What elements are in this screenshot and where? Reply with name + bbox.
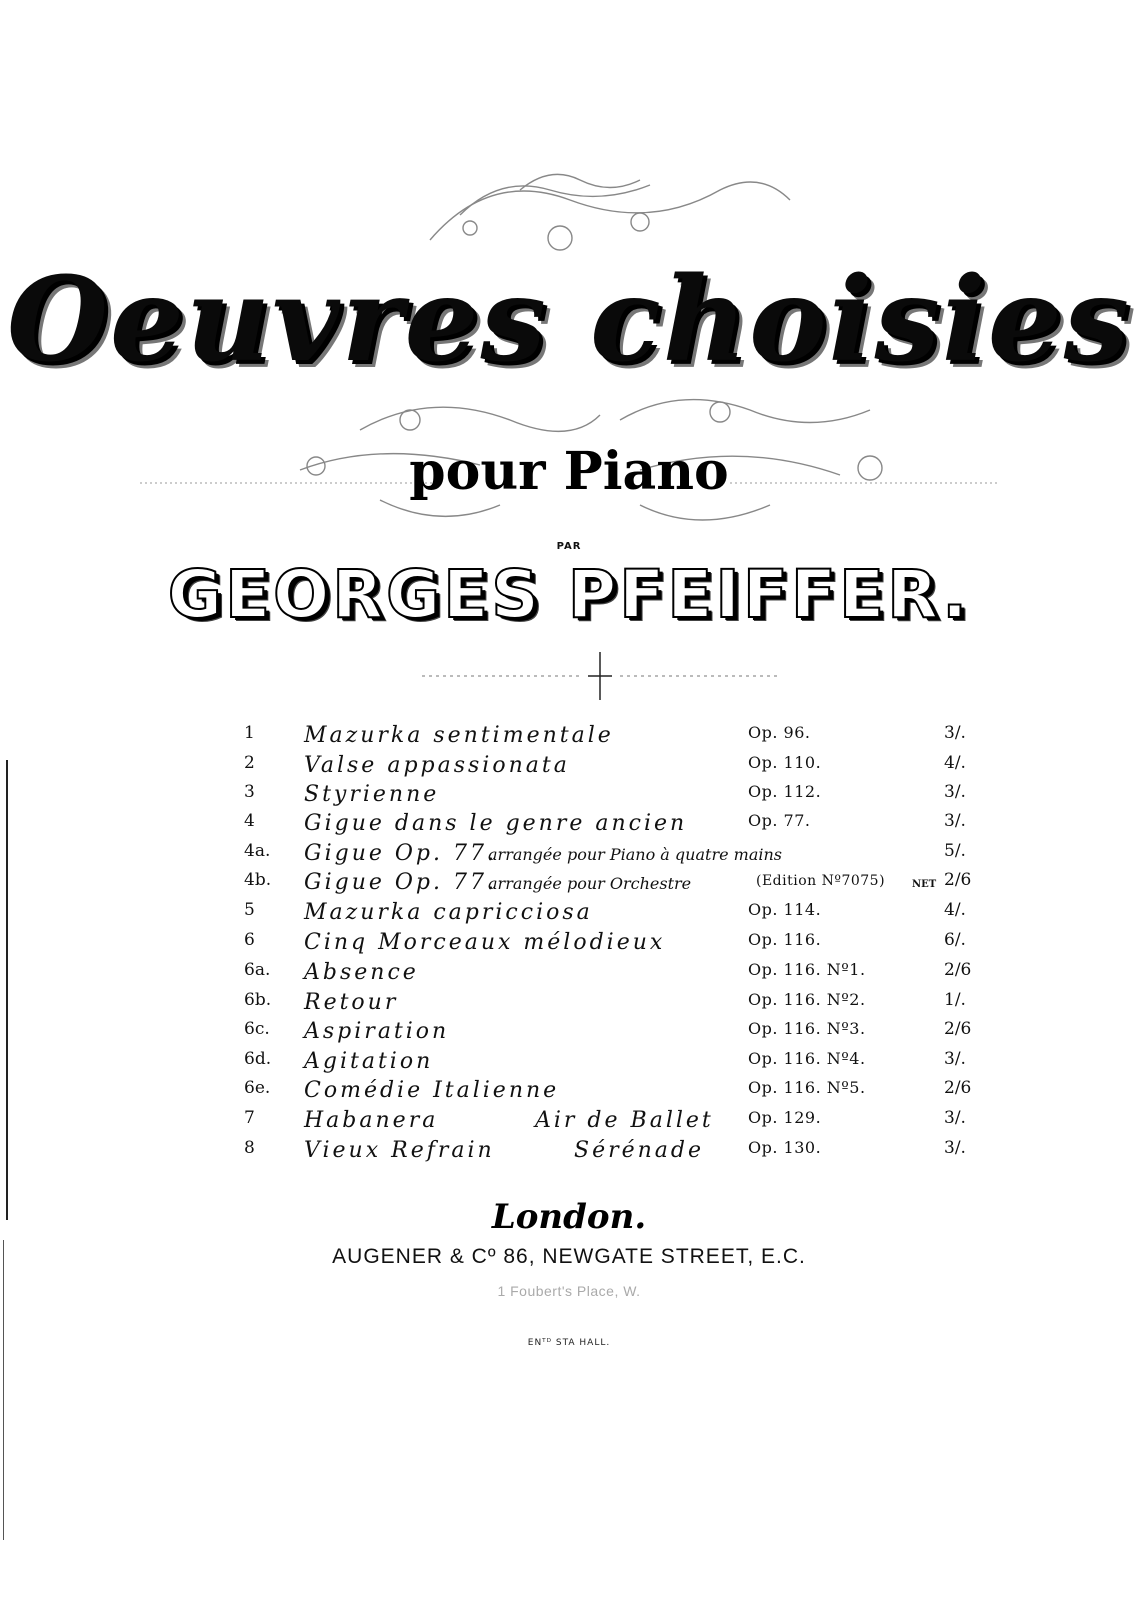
publisher-name: AUGENER & Cº 86, NEWGATE STREET, E.C. (332, 1245, 806, 1268)
work-title: Absence (304, 960, 419, 985)
work-price: 2/6 (944, 1019, 972, 1039)
work-number: 6d. (244, 1049, 272, 1069)
work-opus: Op. 116. Nº2. (748, 990, 866, 1009)
work-opus: Op. 116. Nº5. (748, 1078, 866, 1097)
work-number: 2 (244, 753, 255, 773)
work-row (0, 1019, 1138, 1047)
work-price: 3/. (944, 782, 966, 802)
work-opus: Op. 110. (748, 753, 822, 772)
work-title: Gigue dans le genre ancien (304, 811, 688, 836)
work-title: Retour (304, 990, 399, 1015)
work-arrangement: arrangée pour Piano à quatre mains (488, 845, 782, 864)
work-row (0, 841, 1138, 869)
work-row (0, 782, 1138, 810)
work-price: 2/6 (944, 1078, 972, 1098)
work-opus: Op. 114. (748, 900, 822, 919)
work-opus: Op. 116. (748, 930, 822, 949)
work-opus: Op. 112. (748, 782, 822, 801)
work-opus: Op. 116. Nº4. (748, 1049, 866, 1068)
work-number: 4b. (244, 870, 272, 890)
work-price: 2/6 (944, 960, 972, 980)
work-number: 6c. (244, 1019, 270, 1039)
page-subtitle: pour Piano (409, 441, 729, 502)
work-row (0, 870, 1138, 898)
work-row (0, 753, 1138, 781)
work-genre: Sérénade (574, 1138, 705, 1163)
page-title: Oeuvres choisies (6, 252, 1132, 388)
work-title: Valse appassionata (304, 753, 570, 778)
work-row (0, 960, 1138, 988)
entered-stationers-hall: ENᵀᴰ STA HALL. (527, 1338, 611, 1348)
work-title: Cinq Morceaux mélodieux (304, 930, 666, 955)
work-opus: Op. 116. Nº1. (748, 960, 866, 979)
work-row (0, 1078, 1138, 1106)
work-genre: Air de Ballet (535, 1108, 714, 1133)
work-title: Agitation (304, 1049, 434, 1074)
work-number: 4a. (244, 841, 271, 861)
work-price: 6/. (944, 930, 966, 950)
work-opus: Op. 96. (748, 723, 811, 742)
work-opus: Op. 77. (748, 811, 811, 830)
work-row (0, 990, 1138, 1018)
work-title: Gigue Op. 77. (304, 841, 497, 866)
by-label: PAR (556, 541, 582, 552)
work-price: 3/. (944, 1138, 966, 1158)
work-title: Comédie Italienne (304, 1078, 560, 1103)
publisher-city: London. (491, 1197, 647, 1237)
work-edition: (Edition Nº7075) (756, 873, 886, 889)
work-number: 3 (244, 782, 255, 802)
work-price: 3/. (944, 723, 966, 743)
work-title: Gigue Op. 77. (304, 870, 497, 895)
work-price: 5/. (944, 841, 966, 861)
work-title: Mazurka capricciosa (304, 900, 593, 925)
work-title: Vieux Refrain (304, 1138, 495, 1163)
work-price: 2/6 (944, 870, 972, 890)
work-price: 3/. (944, 811, 966, 831)
work-opus: Op. 116. Nº3. (748, 1019, 866, 1038)
work-number: 1 (244, 723, 255, 743)
work-number: 5 (244, 900, 255, 920)
work-price: 3/. (944, 1049, 966, 1069)
work-number: 8 (244, 1138, 255, 1158)
work-row (0, 1108, 1138, 1136)
work-number: 6a. (244, 960, 271, 980)
net-label: NET (912, 879, 937, 890)
work-row (0, 1138, 1138, 1166)
work-number: 7 (244, 1108, 255, 1128)
composer-name: GEORGES PFEIFFER. (167, 556, 971, 633)
work-row (0, 811, 1138, 839)
work-arrangement: arrangée pour Orchestre (488, 874, 692, 893)
work-price: 4/. (944, 753, 966, 773)
work-number: 6b. (244, 990, 272, 1010)
work-price: 1/. (944, 990, 966, 1010)
work-row (0, 723, 1138, 751)
work-row (0, 900, 1138, 928)
work-price: 4/. (944, 900, 966, 920)
work-title: Aspiration (304, 1019, 450, 1044)
work-number: 6e. (244, 1078, 271, 1098)
work-opus: Op. 130. (748, 1138, 822, 1157)
publisher-address: 1 Foubert's Place, W. (497, 1283, 641, 1299)
work-number: 4 (244, 811, 255, 831)
work-price: 3/. (944, 1108, 966, 1128)
work-title: Styrienne (304, 782, 440, 807)
work-opus: Op. 129. (748, 1108, 822, 1127)
work-title: Habanera (304, 1108, 439, 1133)
work-number: 6 (244, 930, 255, 950)
work-row (0, 930, 1138, 958)
work-title: Mazurka sentimentale (304, 723, 614, 748)
work-row (0, 1049, 1138, 1077)
